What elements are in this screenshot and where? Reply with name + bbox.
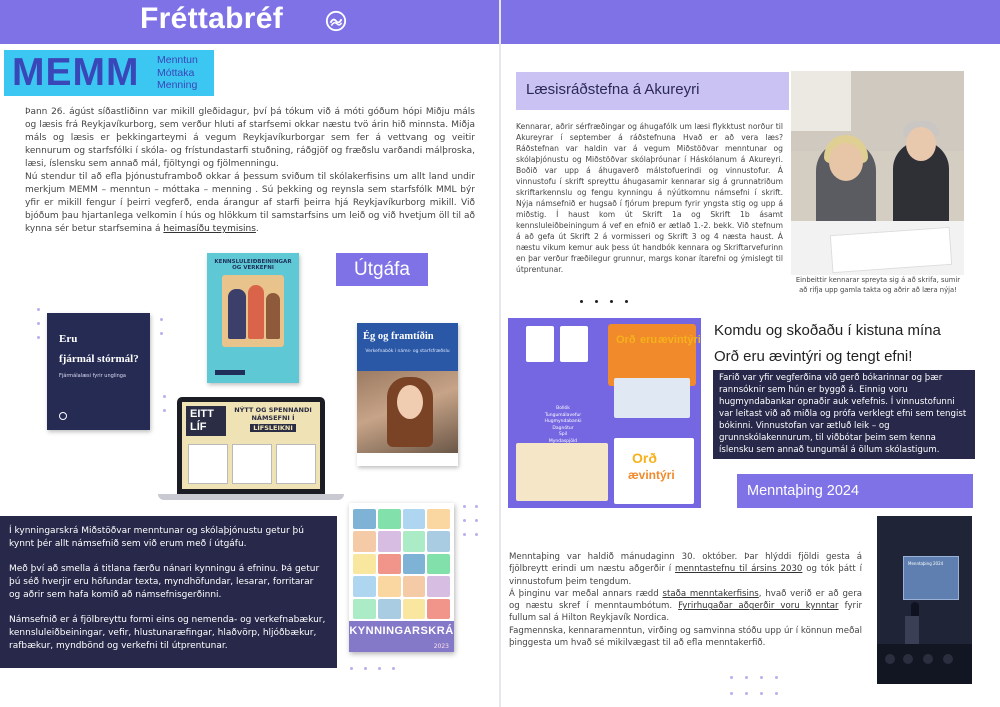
catalog-illustration-cell	[353, 554, 376, 574]
ord-eru-aevintyri-collage[interactable]	[508, 318, 701, 508]
memm-paragraph-1: Þann 26. ágúst síðastliðinn var mikill gleðidagur, því þá tókum við á móti góðum hópi Miðju máls og læsis frá Reykjavíkurborg, sem verður hluti af starfsemi okkar næstu tvö árin hið minnsta. Miðja máls og læsis er þekkingarteymi á vegum Reykjavíkurborgar sem fer á vettvang og veitir kennurum og starfsfólki í skóla- og frístundastarfi stuðning, ráðgjöf og fræðslu varðandi málþroska, læsi, íslensku sem annað mál, fjöltyngi og fjölmenningu.	[25, 107, 475, 169]
catalog-illustration-cell	[403, 554, 426, 574]
photo-caption: Einbeittir kennarar spreyta sig á að skrifa, sumir að rifja upp gamla takta og aðrir að læra nýja!	[795, 276, 961, 294]
catalog-year: 2023	[433, 643, 449, 650]
catalog-info-box	[0, 516, 337, 668]
eitt-lif-headline: NÝTT OG SPENNANDI NÁMSEFNI Í LÍFSLEIKNI	[234, 406, 312, 432]
wave-logo-icon	[325, 10, 347, 32]
catalog-illustration-cell	[378, 554, 401, 574]
publisher-logo-icon	[59, 412, 67, 420]
menntathing-heading: Menntaþing 2024	[737, 474, 973, 508]
catalog-illustration-cell	[378, 576, 401, 596]
book-kennsluleidbeiningar[interactable]	[207, 253, 299, 383]
publisher-bar	[357, 453, 458, 466]
fyrirhugadar-adgerdir-link[interactable]: Fyrirhugaðar aðgerðir voru kynntar	[678, 601, 839, 612]
kistun-info-box: Farið var yfir vegferðina við gerð bókarinnar og þær rannsóknir sem hún er byggð á. Einnig voru hugmyndabankar opnaðir auk vefefnis. Í vinnustofunni var leitast við að miðla og prófa verklegt efni sem tengist bókinni. Vinnustofan var ætluð leik – og grunnskólakennurum, til viðbótar þeim sem kenna íslensku sem annað tungumál á öllum skólastigum.	[713, 370, 975, 459]
memm-wordmark: MEMM	[12, 51, 140, 94]
ord-title-word: ævintýri	[658, 334, 701, 346]
laesi-heading-box	[516, 72, 789, 110]
menntathing-article: Menntaþing var haldið mánudaginn 30. október. Þar hlýddi fjöldi gesta á fjölbreytt erindi um næstu aðgerðir í menntastefnu til ársins 2030 og tók þátt í vinnustofum þeim tengdum. Á þinginu var meðal annars rædd staða menntakerfisins, hvað verið er að gera og næstu skref í menntaumbótum. Fyrirhugaðar aðgerðir voru kynntar fyrir fullum sal á Hilton Reykjavík Nordica. Fagmennska, kennaramenntun, virðing og samvinna stóðu upp úr í könnun meðal þinggesta um hvað sé mikilvægast til að efla menntakerfið.	[509, 552, 863, 649]
laptop-base	[158, 494, 344, 500]
catalog-illustration-cell	[378, 509, 401, 529]
kistun-heading-line2: Orð eru ævintýri og tengt efni!	[714, 348, 913, 365]
catalog-illustration-cell	[353, 576, 376, 596]
memm-paragraph-2: Nú stendur til að efla þjónustuframboð okkar á þessum sviðum til skólakerfisins um allt land undir merkjum MEMM – menntun – móttaka – menning . Sú þekking og reynsla sem starfsfólk MML býr yfir er mikill fengur í þeirri vegferð, enda árangur af starfi þeirra hjá Reykjavíkurborg mikill. Við bjóðum þau hjartanlega velkomin í hús og hlökkum til samstarfsins um leið og við hvetjum öll til að kynna sér betur starfsemina á heimasíðu teymisins.	[25, 172, 475, 234]
book-eg-og-framtidin[interactable]	[357, 323, 458, 466]
stada-menntakerfisins-link[interactable]: staða menntakerfisins	[662, 588, 759, 599]
ord-title-word: Orð	[616, 334, 636, 346]
conference-photo	[791, 71, 964, 275]
page-fold	[499, 0, 501, 707]
catalog-paragraph-2: Með því að smella á titlana færðu nánari kynningu á efninu. Þá getur þú séð hverjir eru höfundar texta, myndhöfundar, lesarar, forritarar og aðrir sem hafa komið að námsefnisgerðinni.	[9, 564, 320, 600]
catalog-paragraph-1: Í kynningarskrá Miðstöðvar menntunar og skólaþjónustu getur þú kynnt þér allt námsefnið sem við erum með í útgáfu.	[9, 526, 304, 549]
lifsleikni-label: LÍFSLEIKNI	[250, 424, 296, 432]
catalog-name: KYNNINGARSKRÁ	[349, 621, 454, 652]
menntathing-photo	[877, 516, 972, 684]
catalog-illustration-cell	[378, 531, 401, 551]
catalog-illustration-cell	[353, 509, 376, 529]
book-fjarmal-stormal[interactable]	[47, 313, 150, 430]
catalog-illustration-cell	[403, 599, 426, 619]
book-cover-illustration	[222, 275, 284, 347]
memm-article	[25, 106, 475, 236]
book-thumbnail	[560, 326, 588, 362]
laesi-article: Kennarar, aðrir sérfræðingar og áhugafólk um læsi flykktust norður til Akureyrar í september á ráðstefnuna Hvað er að vera læs? Ráðstefnan var haldin var á vegum Miðstöðvar menntunar og skólaþjónustu og Miðstöðvar skólaþróunar í Háskólanum á Akureyri. Boðið var upp á áhugaverð málstofuerindi og vinnustofur. Á vinnustofu í skrift spreyttu áhugasamir kennarar sig á grunnatriðum skriftarkennslu og fengu kynningu á nýútkomnu námsefni í skrift. Nýja námsefnið er hugsað í fjórum þrepum fyrir yngsta stig og upp á miðstig. Í haust kom út Skrift 1a og Skrift 1b ásamt kennsluleiðbeiningum á vef en efnið er ætlað 1.-2. bekk. Við stefnum á að gefa út Skrift 2 á vormisseri og Skrift 3 og 4 næsta haust. Á næstu vikum kemur auk þess út handbók kennara og Skriftarvefurinn en þar verður fræðilegur grunnur, margs konar ítarefni og ýmislegt til útprentunar.	[516, 122, 783, 274]
kynningarskra-cover[interactable]	[349, 503, 454, 652]
laptop-eitt-lif[interactable]	[177, 397, 325, 494]
catalog-illustration-cell	[427, 554, 450, 574]
memm-line-menntun: Menntun	[157, 54, 198, 66]
memm-logo	[4, 50, 214, 96]
laesi-heading: Læsisráðstefna á Akureyri	[526, 81, 700, 98]
book-title: KENNSLULEIÐBEININGAR OG VERKEFNI	[214, 259, 292, 271]
publications-heading: Útgáfa	[336, 253, 428, 286]
catalog-illustration-cell	[403, 531, 426, 551]
catalog-paragraph-3: Námsefnið er á fjölbreyttu formi eins og nemenda- og verkefnabækur, kennsluleiðbeiningar, vefir, hlustunaræfingar, hlaðvörp, hljóðbækur, rafbækur, myndbönd og verkefni til útprentunar.	[9, 615, 326, 651]
newsletter-title: Fréttabréf	[140, 2, 284, 35]
book-thumbnail	[526, 326, 554, 362]
picture-scene	[516, 443, 608, 501]
header-bar-right	[501, 0, 1000, 44]
illustration	[614, 378, 690, 418]
book-title: Ég og framtíðin	[363, 331, 434, 342]
eitt-lif-badge: EITT LÍF	[186, 406, 226, 436]
laptop-thumbnail	[276, 444, 316, 484]
catalog-illustration-cell	[353, 599, 376, 619]
catalog-illustration-grid	[353, 509, 450, 619]
catalog-illustration-cell	[427, 509, 450, 529]
catalog-illustration-cell	[427, 599, 450, 619]
publisher-logo-icon	[215, 370, 245, 375]
laptop-screen-content	[182, 402, 320, 489]
memm-tagline	[157, 54, 198, 92]
kistun-heading	[714, 318, 976, 370]
book-title-line1: Eru	[59, 333, 78, 345]
book-cover-photo	[357, 371, 458, 453]
kistun-heading-line1: Komdu og skoðaðu í kistuna mína	[714, 322, 941, 339]
catalog-illustration-cell	[378, 599, 401, 619]
memm-line-mottaka: Móttaka	[157, 66, 195, 79]
laptop-thumbnail	[232, 444, 272, 484]
ord-title-word: eru	[640, 334, 658, 346]
stage-screen: Menntaþing 2024	[903, 556, 959, 600]
catalog-illustration-cell	[353, 531, 376, 551]
book-subtitle: Verkefnabók í náms- og starfsfræðslu	[365, 349, 450, 354]
ord-eru-aevintyri-logo: Orð ævintýri	[614, 438, 694, 504]
catalog-illustration-cell	[427, 531, 450, 551]
book-subtitle: Fjármálalæsi fyrir unglinga	[59, 373, 126, 379]
catalog-illustration-cell	[427, 576, 450, 596]
catalog-illustration-cell	[403, 509, 426, 529]
resource-list: Bollók Tungumálavefur Hugmyndabanki Dagnótur Spil Myndaspjöld	[544, 406, 582, 444]
book-title-line2: fjármál stórmál?	[59, 353, 139, 365]
laptop-thumbnail	[188, 444, 228, 484]
memm-line-menning: Menning	[157, 79, 198, 91]
catalog-illustration-cell	[403, 576, 426, 596]
team-homepage-link[interactable]: heimasíðu teymisins	[163, 224, 256, 234]
menntastefna-link[interactable]: menntastefnu til ársins 2030	[674, 564, 803, 575]
